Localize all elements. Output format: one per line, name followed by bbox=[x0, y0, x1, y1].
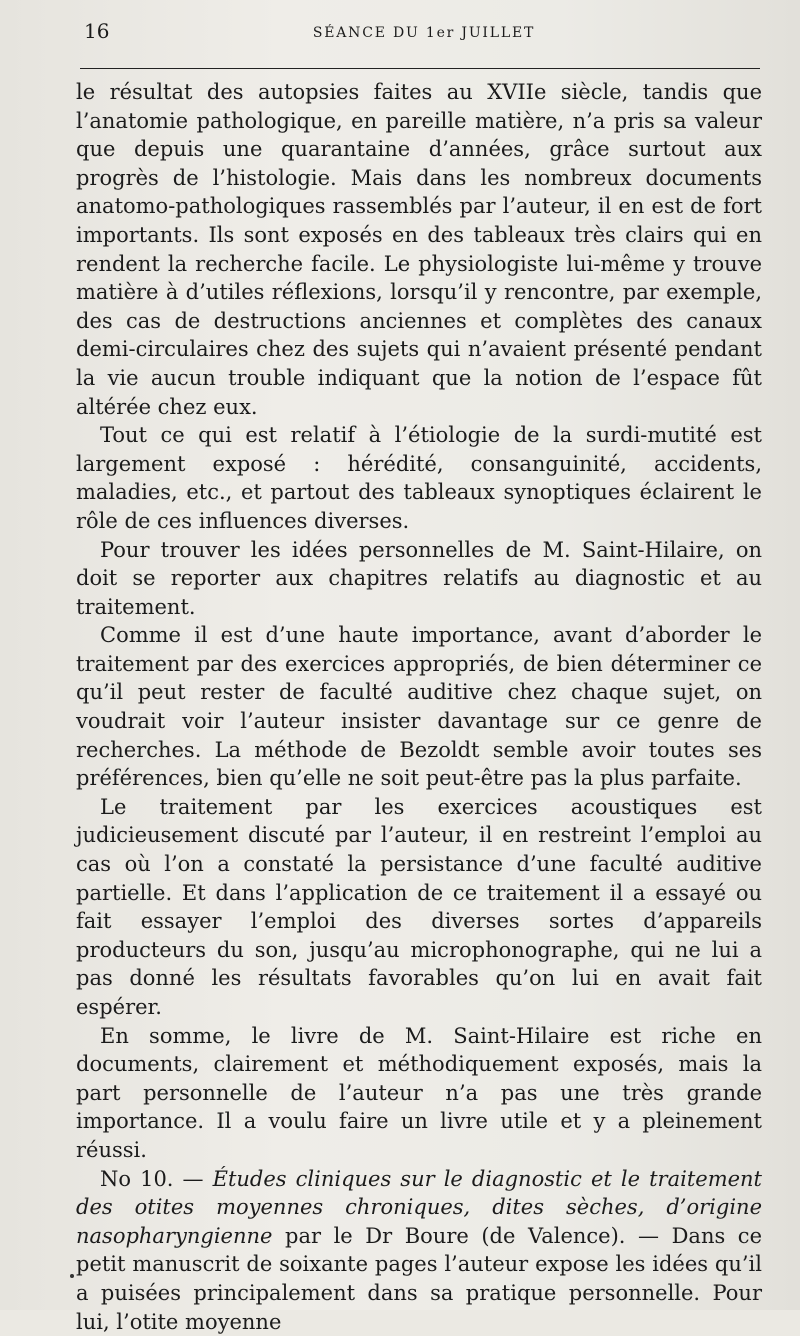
entry-no10 bbox=[76, 1165, 762, 1336]
header-rule bbox=[80, 68, 760, 69]
entry-title: Études cliniques sur le diagnostic et le traitement des otites moyennes chroniques, dites sèches, d’origine nasopharyngienne bbox=[76, 1166, 762, 1248]
page-number: 16 bbox=[84, 19, 110, 43]
paragraph-idees-personnelles: Pour trouver les idées personnelles de M. Saint-Hilaire, on doit se reporter aux chapitres relatifs au diagnostic et au traitement. bbox=[76, 537, 762, 619]
paragraph-etiologie: Tout ce qui est relatif à l’étiologie de la surdi-mutité est largement exposé : hérédité, consanguinité, accidents, maladies, etc., et partout des tableaux synoptiques éclairent le rôle de ces influences diverses. bbox=[76, 423, 762, 533]
paragraph-en-somme: En somme, le livre de M. Saint-Hilaire est riche en documents, clairement et méthodiquement exposés, mais la part personnelle de l’auteur n’a pas une très grande importance. Il a voulu faire un livre utile et y a pleinement réussi. bbox=[76, 1023, 762, 1162]
header-title: SÉANCE DU 1er JUILLET bbox=[312, 25, 536, 41]
page-mark bbox=[70, 1274, 74, 1278]
paragraph-autopsies: le résultat des autopsies faites au XVIIe siècle, tandis que l’anatomie pathologique, en pareille matière, n’a pris sa valeur que depuis une quarantaine d’années, grâce surtout aux progrès de l’histologie. Mais dans les nombreux documents anatomo-pathologiques rassemblés par l’auteur, il en est de fort importants. Ils sont exposés en des tableaux très clairs qui en rendent la recherche facile. Le physiologiste lui-même y trouve matière à d’utiles réflexions, lorsqu’il y rencontre, par exemple, des cas de destructions anciennes et complètes des canaux demi-circulaires chez des sujets qui n’avaient présenté pendant la vie aucun trouble indiquant que la notion de l’espace fût altérée chez eux. bbox=[76, 80, 762, 419]
entry-number: No 10. — bbox=[100, 1166, 204, 1191]
entry-text: par le Dr Boure (de Valence). — Dans ce petit manuscrit de soixante pages l’auteur expose les idées qu’il a puisées principalement dans sa pratique personnelle. Pour lui, l’otite moyenne bbox=[76, 1223, 762, 1334]
text-block bbox=[76, 78, 762, 1336]
paragraph-traitement: Le traitement par les exercices acoustiques est judicieusement discuté par l’auteur, il en restreint l’emploi au cas où l’on a constaté la persistance d’une faculté auditive partielle. Et dans l’application de ce traitement il a essayé ou fait essayer l’emploi des diverses sortes d’appareils producteurs du son, jusqu’au microphonographe, qui ne lui a pas donné les résultats favorables qu’on lui en avait fait espérer. bbox=[76, 794, 762, 1019]
paragraph-importance: Comme il est d’une haute importance, avant d’aborder le traitement par des exercices appropriés, de bien déterminer ce qu’il peut rester de faculté auditive chez chaque sujet, on voudrait voir l’auteur insister davantage sur ce genre de recherches. La méthode de Bezoldt semble avoir toutes ses préférences, bien qu’elle ne soit peut-être pas la plus parfaite. bbox=[76, 623, 762, 791]
running-head bbox=[84, 18, 764, 48]
